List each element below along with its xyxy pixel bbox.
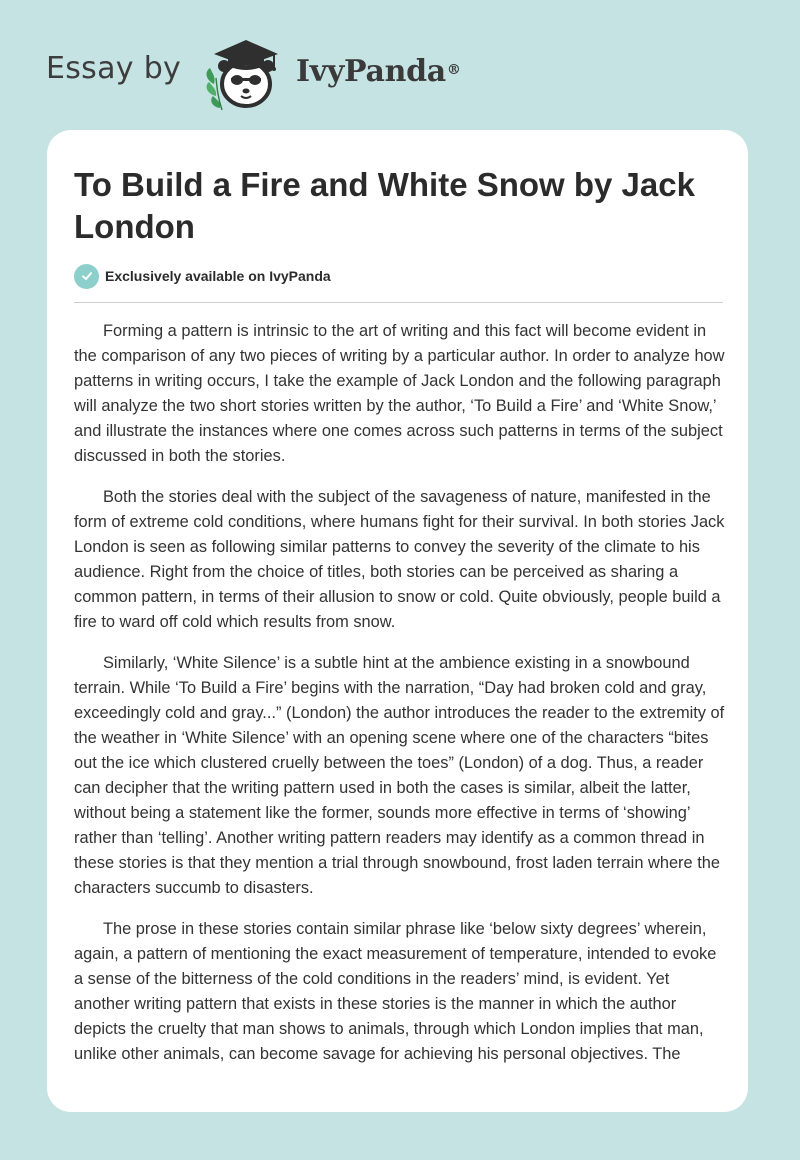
check-circle-icon [74,264,99,289]
paragraph: The prose in these stories contain similar phrase like ‘below sixty degrees’ wherein, again, a pattern of mentioning the exact measurement of temperature, intended to evoke a sense of the bitterness of the cold conditions in the readers’ mind, is evident. Yet another writing pattern that exists in these stories is the manner in which the author depicts the cruelty that man shows to animals, through which London implies that man, unlike other animals, can become savage for achieving his personal objectives. The [74,920,717,1063]
panda-graduate-icon [200,34,292,114]
paragraph: Forming a pattern is intrinsic to the art of writing and this fact will become evident in the comparison of any two pieces of writing by a particular author. In order to analyze how patterns in writing occurs, I take the example of Jack London and the following paragraph will analyze the two short stories written by the author, ‘To Build a Fire’ and ‘White Snow,’ and illustrate the instances where one comes across such patterns in terms of the subject discussed in both the stories. [74,322,725,465]
brand-name[interactable] [296,54,461,90]
essay-by-label: Essay by [46,51,182,86]
divider [74,302,723,303]
exclusive-badge-label: Exclusively available on IvyPanda [105,268,331,284]
brand-label: IvyPanda [296,54,446,89]
site-header [0,0,800,125]
essay-title: To Build a Fire and White Snow by Jack London [74,166,695,245]
essay-card [47,130,748,1112]
essay-body [74,319,726,1083]
trademark-symbol: ® [446,62,461,78]
paragraph: Both the stories deal with the subject of the savageness of nature, manifested in the form of extreme cold conditions, where humans fight for their survival. In both stories Jack London is seen as following similar patterns to convey the severity of the climate to his audience. Right from the choice of titles, both stories can be perceived as sharing a common pattern, in terms of their allusion to snow or cold. Quite obviously, people build a fire to ward off cold which results from snow. [74,488,725,631]
exclusive-badge [74,263,331,289]
paragraph: Similarly, ‘White Silence’ is a subtle hint at the ambience existing in a snowbound terrain. While ‘To Build a Fire’ begins with the narration, “Day had broken cold and gray, exceedingly cold and gray...” (London) the author introduces the reader to the extremity of the weather in ‘White Silence’ with an opening scene where one of the characters “bites out the ice which clustered cruelly between the toes” (London) of a dog. Thus, a reader can decipher that the writing pattern used in both the cases is similar, albeit the latter, without being a statement like the former, sounds more effective in terms of ‘showing’ rather than ‘telling’. Another writing pattern readers may identify as a common thread in these stories is that they mention a trial through snowbound, frost laden terrain where the characters succumb to disasters. [74,654,725,897]
ivy-leaf-icon [207,68,222,110]
